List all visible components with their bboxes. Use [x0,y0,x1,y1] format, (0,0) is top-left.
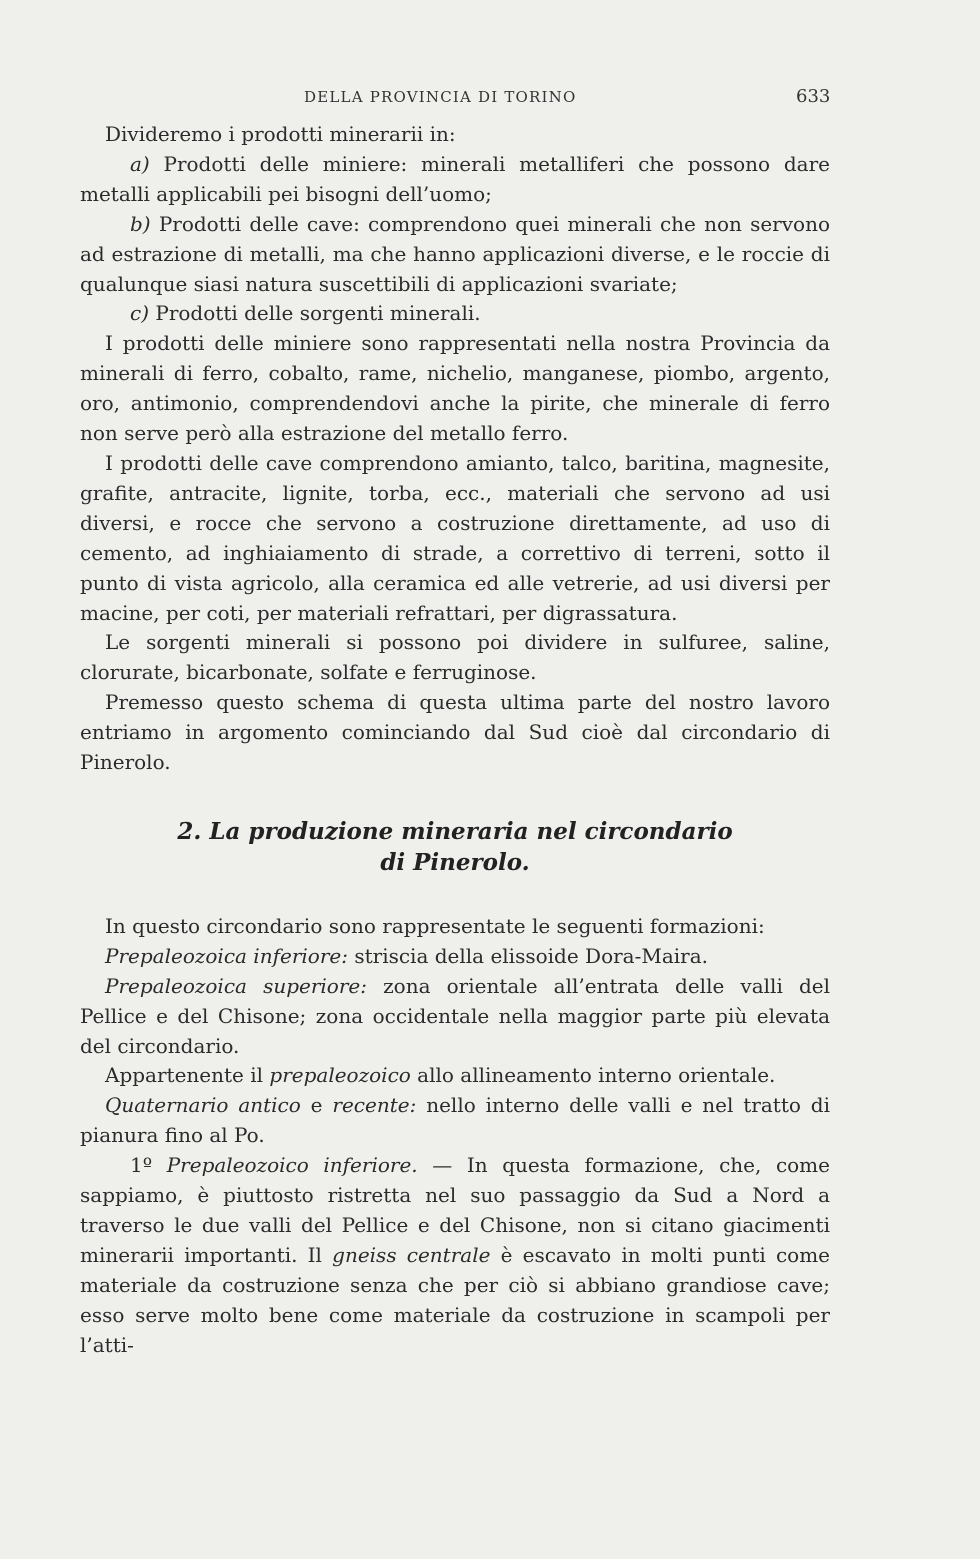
paragraph-appartenente [80,1061,830,1091]
formation-text: zona orientale all’entrata delle valli del Pellice e del Chisone; zona occidentale nella maggior parte più elevata del circondario. [80,973,830,1058]
point-number: 1º [130,1153,167,1178]
paragraph-point-1 [80,1151,830,1360]
quaternario-term-antico: Quaternario antico [105,1093,301,1118]
item-label: b) [130,211,151,236]
quaternario-post: nello interno delle valli e nel tratto di pianura fino al Po. [80,1093,830,1148]
list-item-b [80,210,830,300]
item-text: Prodotti delle sorgenti minerali. [155,301,481,326]
item-label: a) [130,151,150,176]
formation-prepaleozoica-inferiore [80,942,830,972]
paragraph-sorgenti: Le sorgenti minerali si possono poi dividere in sulfuree, saline, clorurate, bicarbonate, solfate e ferruginose. [80,630,830,685]
item-text: Prodotti delle cave: comprendono quei minerali che non servono ad estrazione di metalli, ma che hanno applicazioni diverse, e le roccie di qualunque siasi natura suscettibili di applicazioni svariate; [80,211,830,296]
page-number: 633 [796,86,831,107]
quaternario-mid: e [300,1093,333,1118]
appartenente-post: allo allineamento interno orientale. [410,1063,776,1088]
formation-text: striscia della elissoide Dora-Maira. [347,943,708,968]
list-item-c [80,299,830,329]
list-item-a [80,150,830,210]
paragraph-premesso: Premesso questo schema di questa ultima parte del nostro lavoro entriamo in argomento cominciando dal Sud cioè dal circondario di Pinerolo. [80,690,830,775]
item-text: Prodotti delle miniere: minerali metalliferi che possono dare metalli applicabili pei bisogni dell’uomo; [80,151,830,206]
intro-paragraph: Divideremo i prodotti minerarii in: [105,122,456,146]
running-header [0,86,980,114]
point-text-2: è escavato in molti punti come materiale da costruzione senza che per ciò si abbiano grandiose cave; esso serve molto bene come materiale da costruzione in scampoli per l’atti- [80,1242,830,1357]
formation-term: Prepaleozoica inferiore: [105,943,348,968]
running-title: DELLA PROVINCIA DI TORINO [304,88,577,106]
paragraph-cave: I prodotti delle cave comprendono amianto, talco, baritina, magnesite, grafite, antracite, lignite, torba, ecc., materiali che servono ad usi diversi, e rocce che servono a costruzione direttamente, ad uso di cemento, ad inghiaiamento di strade, a correttivo di terreni, sotto il punto di vista agricolo, alla ceramica ed alle vetrerie, ad usi diversi per macine, per coti, per materiali refrattari, per digrassatura. [80,450,830,625]
appartenente-term: prepaleozoico [269,1063,411,1088]
page-body [80,120,830,1361]
paragraph-quaternario [80,1091,830,1151]
section-heading-line-2: di Pinerolo. [380,848,530,876]
section-intro: In questo circondario sono rappresentate le seguenti formazioni: [105,913,765,938]
formation-prepaleozoica-superiore [80,972,830,1062]
formation-term: Prepaleozoica superiore: [105,973,367,998]
section-heading [80,816,830,878]
point-term-gneiss: gneiss centrale [332,1242,491,1267]
section-heading-line-1: 2. La produzione mineraria nel circondario [177,817,733,845]
point-term: Prepaleozoico inferiore. [166,1153,418,1178]
point-text-1: — In questa formazione, che, come sappiamo, è piuttosto ristretta nel suo passaggio da Sud a Nord a traverso le due valli del Pellice e del Chisone, non si citano giacimenti minerarii importanti. Il [80,1153,830,1267]
item-label: c) [130,301,150,326]
paragraph-miniere: I prodotti delle miniere sono rappresentati nella nostra Provincia da minerali di ferro, cobalto, rame, nichelio, manganese, piombo, argento, oro, antimonio, comprendendovi anche la pirite, che minerale di ferro non serve però alla estrazione del metallo ferro. [80,331,830,446]
quaternario-term-recente: recente: [332,1093,417,1118]
appartenente-pre: Appartenente il [105,1063,270,1088]
